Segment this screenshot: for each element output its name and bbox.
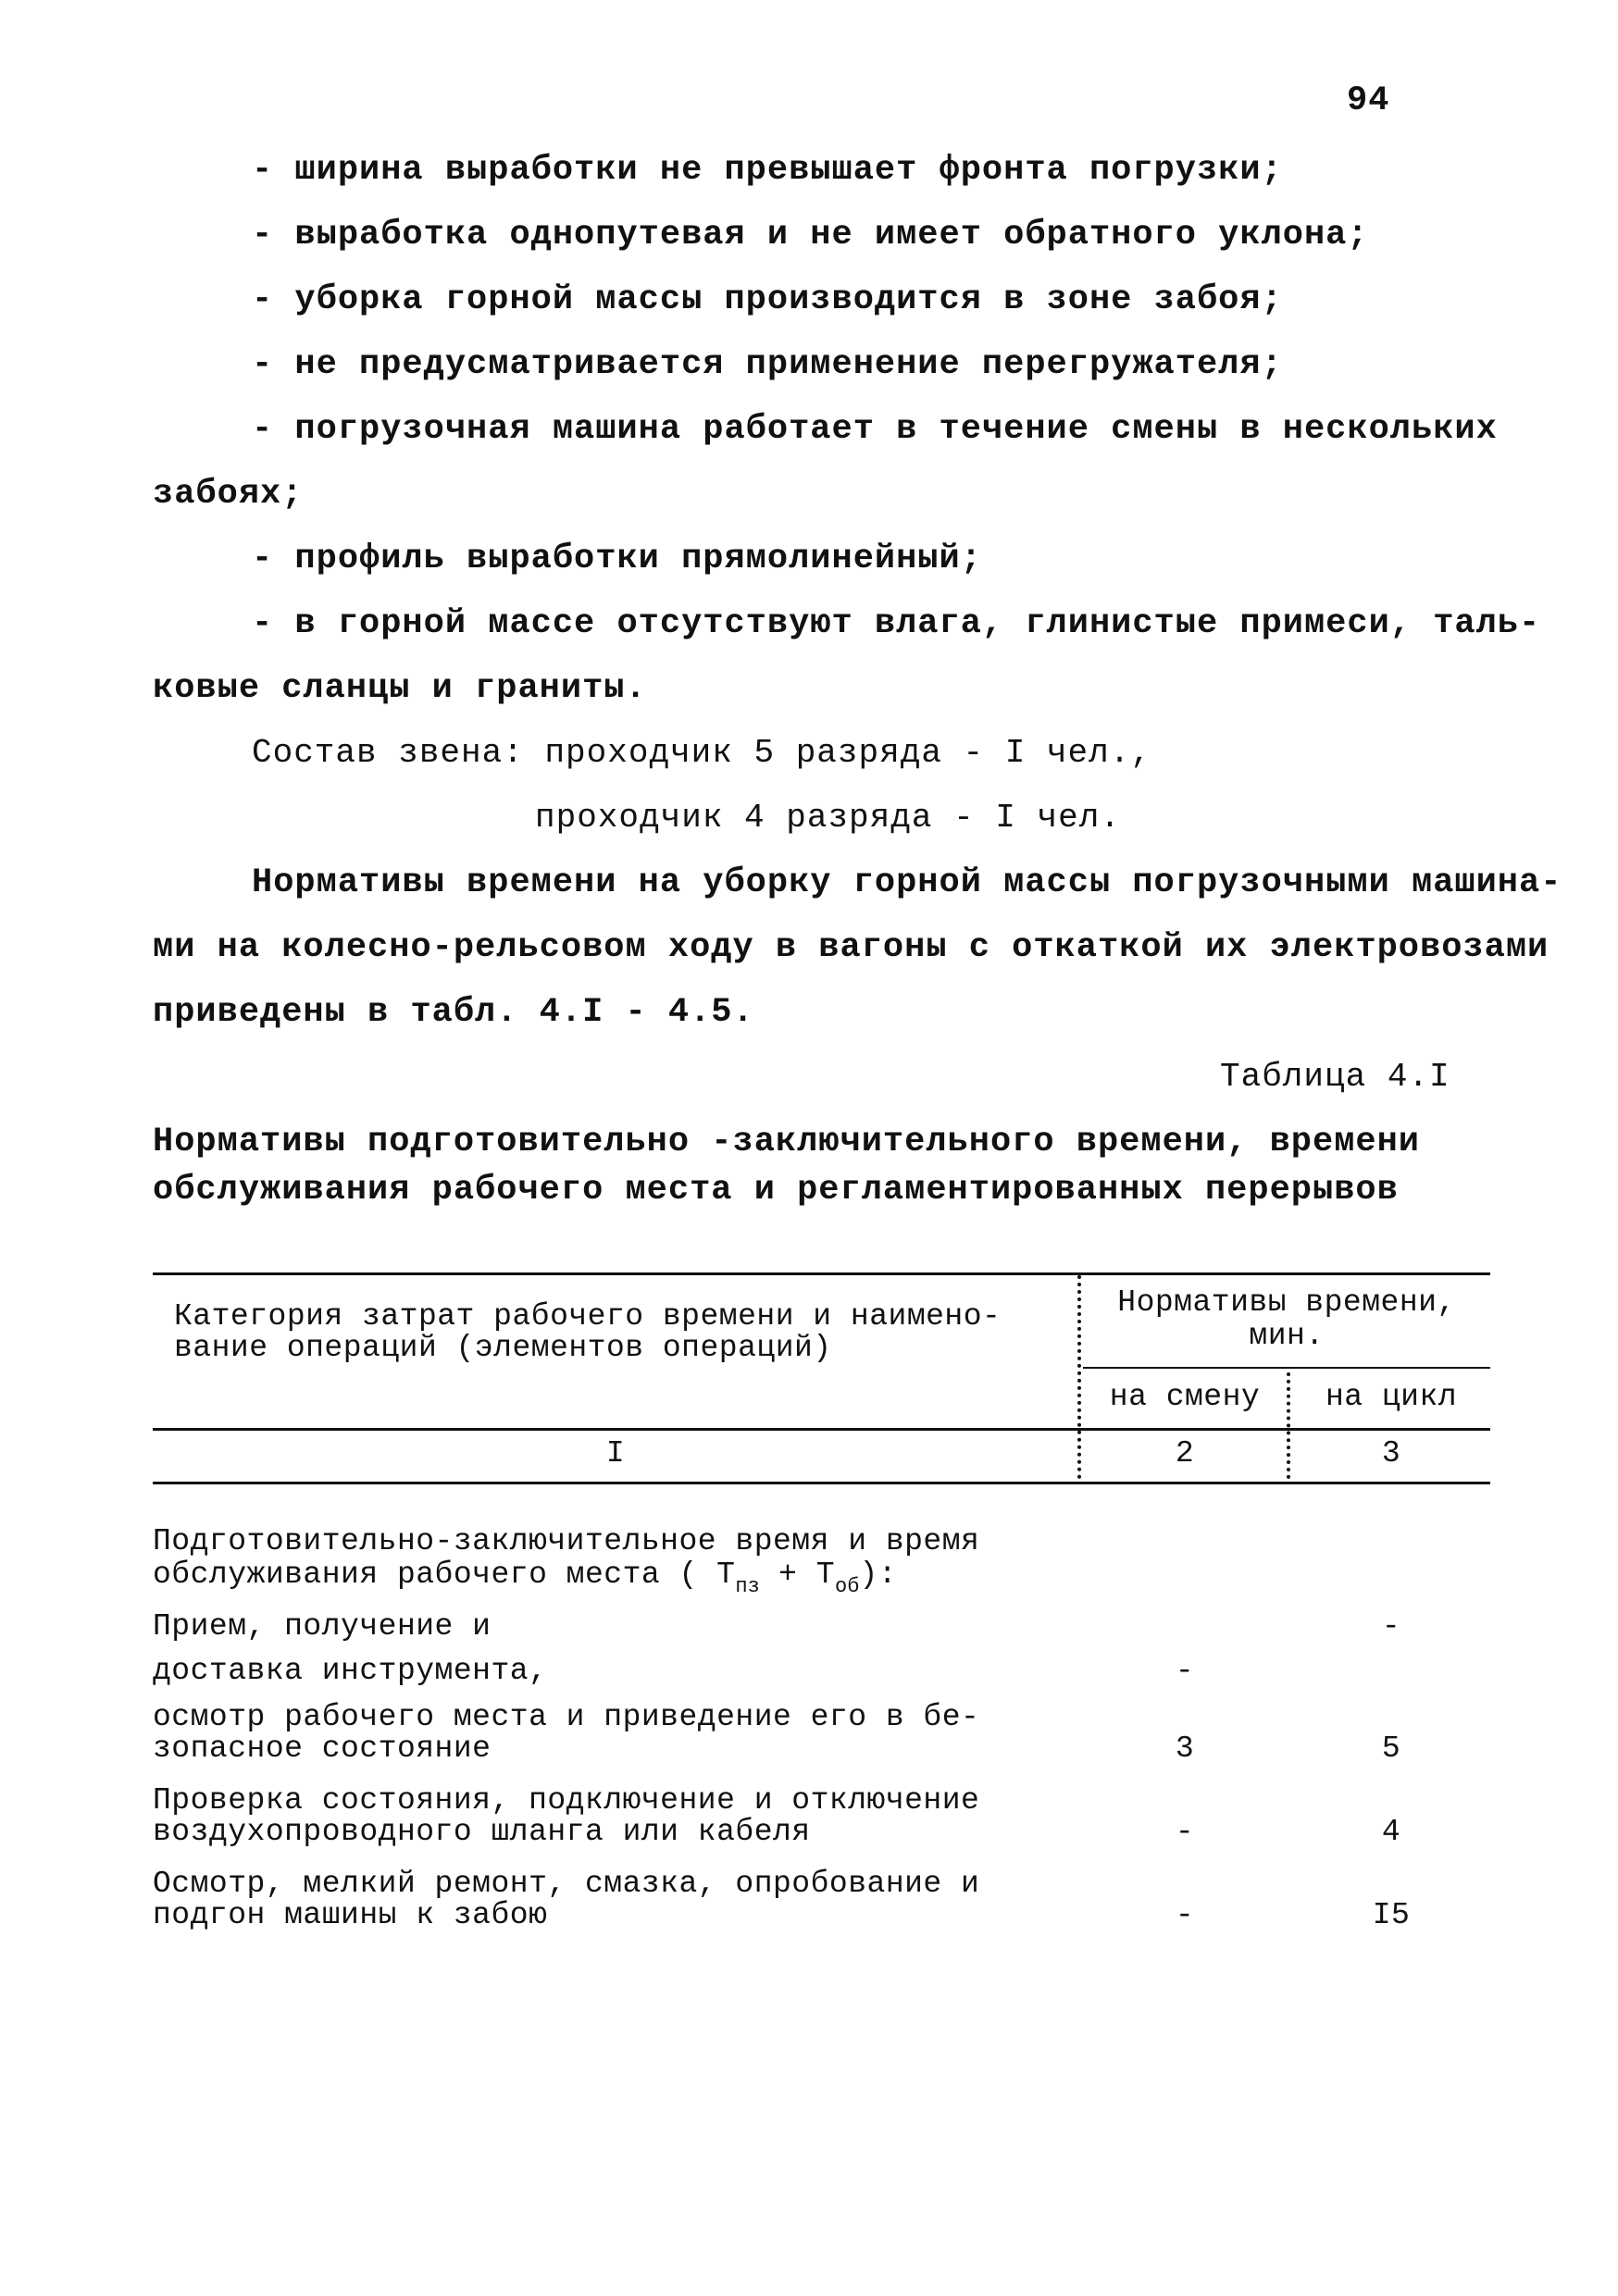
crew-line-2: проходчик 4 разряда - I чел. [535,799,1121,837]
col-number-2: 2 [1175,1436,1195,1471]
table-top-rule [153,1272,1490,1275]
table-title-line-1: Нормативы подготовительно -заключительного времени, времени [153,1123,1421,1161]
table-label: Таблица 4.I [1220,1058,1450,1096]
header-shift: на смену [1109,1380,1261,1414]
row-cycle-value: 4 [1381,1815,1401,1849]
header-group-rule [1083,1367,1490,1369]
row-operation: Проверка состояния, подключение и отключение [153,1783,980,1818]
header-col1-line-1: Категория затрат рабочего времени и наимено- [174,1299,1002,1334]
list-item: - ширина выработки не превышает фронта погрузки; [252,151,1283,190]
list-item: - не предусматривается применение перегружателя; [252,345,1283,384]
list-item: - уборка горной массы производится в зоне забоя; [252,280,1283,319]
section-heading-line-2: обслуживания рабочего места ( $Т_{пз} + Т_{об}$): [153,1558,898,1598]
header-group-line-2: мин. [1249,1319,1325,1353]
numbers-bottom-rule [153,1482,1490,1484]
list-item: - выработка однопутевая и не имеет обратного уклона; [252,216,1369,254]
header-group-line-1: Нормативы времени, [1117,1285,1456,1320]
row-operation: воздухопроводного шланга или кабеля [153,1815,811,1849]
row-shift-value: - [1175,1898,1195,1932]
intro-line-3: приведены в табл. 4.I - 4.5. [153,993,754,1032]
page-number: 94 [1347,81,1390,120]
row-shift-value: 3 [1175,1731,1195,1766]
list-item: забоях; [153,475,304,514]
row-operation: подгон машины к забою [153,1898,548,1932]
col-number-1: I [605,1436,626,1471]
list-item: - погрузочная машина работает в течение смены в нескольких [252,410,1498,449]
row-shift-value: - [1175,1654,1195,1688]
row-operation: Прием, получение и [153,1609,492,1644]
crew-line-1: Состав звена: проходчик 5 разряда - I чел., [252,734,1151,772]
row-operation: осмотр рабочего места и приведение его в бе- [153,1700,980,1734]
row-operation: Осмотр, мелкий ремонт, смазка, опробование и [153,1867,980,1901]
row-operation: доставка инструмента, [153,1654,548,1688]
intro-line-2: ми на колесно-рельсовом ходу в вагоны с откаткой их электровозами [153,928,1550,967]
row-cycle-value: I5 [1372,1898,1411,1932]
intro-line-1: Нормативы времени на уборку горной массы погрузочными машина- [252,863,1562,902]
list-item: - профиль выработки прямолинейный; [252,540,982,578]
header-cycle: на цикл [1325,1380,1458,1414]
row-operation: зопасное состояние [153,1731,492,1766]
row-cycle-value: 5 [1381,1731,1401,1766]
header-col1-line-2: вание операций (элементов операций) [174,1331,832,1365]
table-title-line-2: обслуживания рабочего места и регламентированных перерывов [153,1171,1399,1210]
row-cycle-value: - [1381,1609,1401,1644]
list-item: - в горной массе отсутствуют влага, глинистые примеси, таль- [252,604,1541,643]
list-item: ковые сланцы и граниты. [153,669,647,708]
section-heading-line-1: Подготовительно-заключительное время и время [153,1524,980,1558]
row-shift-value: - [1175,1815,1195,1849]
column-separator [1287,1372,1290,1479]
col-number-3: 3 [1381,1436,1401,1471]
